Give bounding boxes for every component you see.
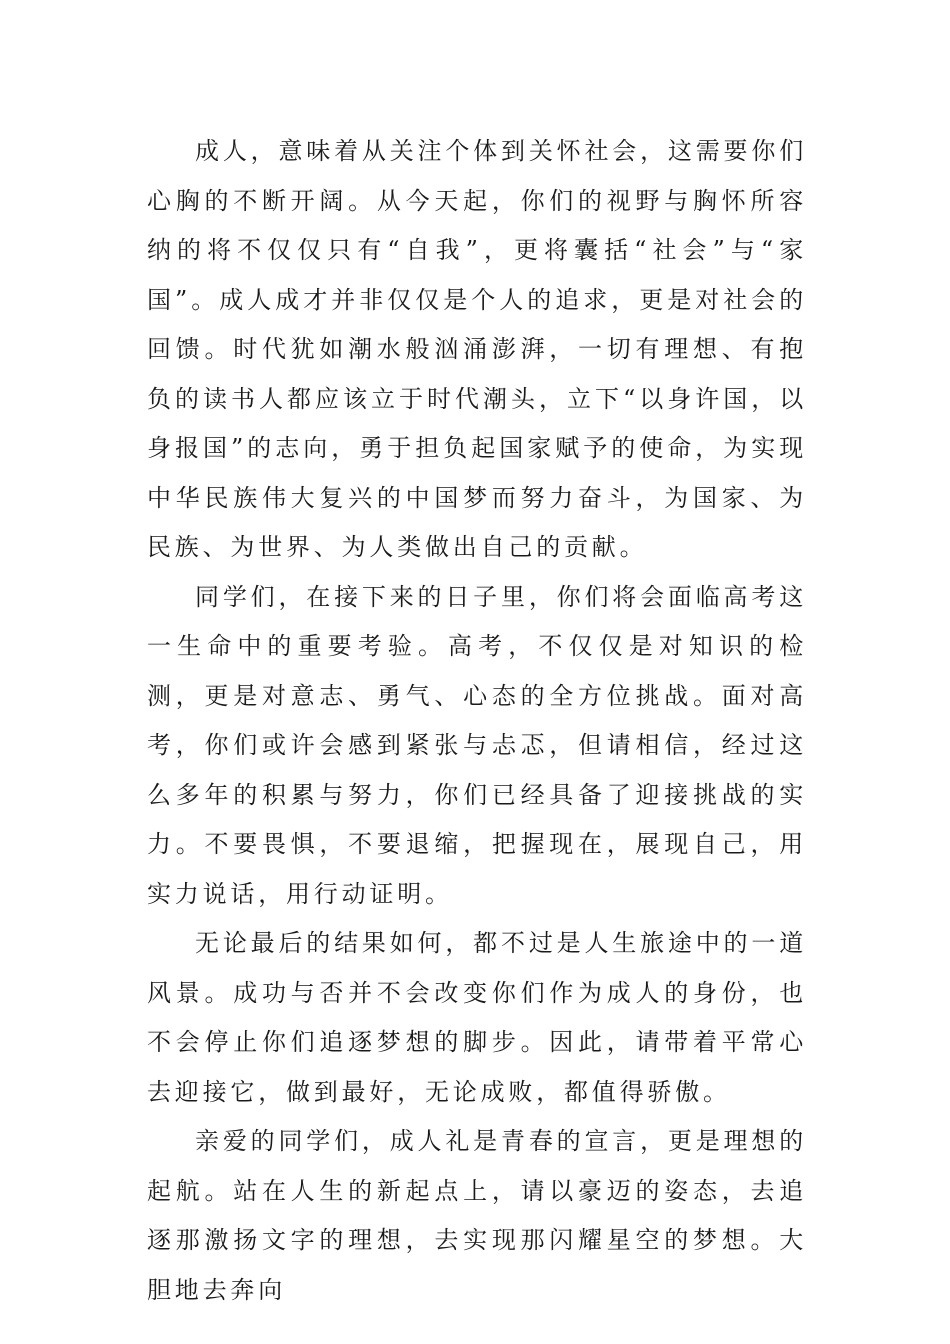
paragraph-2: 同学们，在接下来的日子里，你们将会面临高考这一生命中的重要考验。高考，不仅仅是对知识的检测，更是对意志、勇气、心态的全方位挑战。面对高考，你们或许会感到紧张与忐忑，但请相信，经过这么多年的积累与努力，你们已经具备了迎接挑战的实力。不要畏惧，不要退缩，把握现在，展现自己，用实力说话，用行动证明。 <box>147 582 807 908</box>
document-body <box>147 127 807 1315</box>
paragraph-3: 无论最后的结果如何，都不过是人生旅途中的一道风景。成功与否并不会改变你们作为成人的身份，也不会停止你们追逐梦想的脚步。因此，请带着平常心去迎接它，做到最好，无论成败，都值得骄傲。 <box>147 929 807 1106</box>
paragraph-1: 成人，意味着从关注个体到关怀社会，这需要你们心胸的不断开阔。从今天起，你们的视野与胸怀所容纳的将不仅仅只有“自我”，更将囊括“社会”与“家国”。成人成才并非仅仅是个人的追求，更是对社会的回馈。时代犹如潮水般汹涌澎湃，一切有理想、有抱负的读书人都应该立于时代潮头，立下“以身许国，以身报国”的志向，勇于担负起国家赋予的使命，为实现中华民族伟大复兴的中国梦而努力奋斗，为国家、为民族、为世界、为人类做出自己的贡献。 <box>147 137 807 561</box>
paragraph-4: 亲爱的同学们，成人礼是青春的宣言，更是理想的起航。站在人生的新起点上，请以豪迈的姿态，去追逐那激扬文字的理想，去实现那闪耀星空的梦想。大胆地去奔向 <box>147 1127 807 1304</box>
